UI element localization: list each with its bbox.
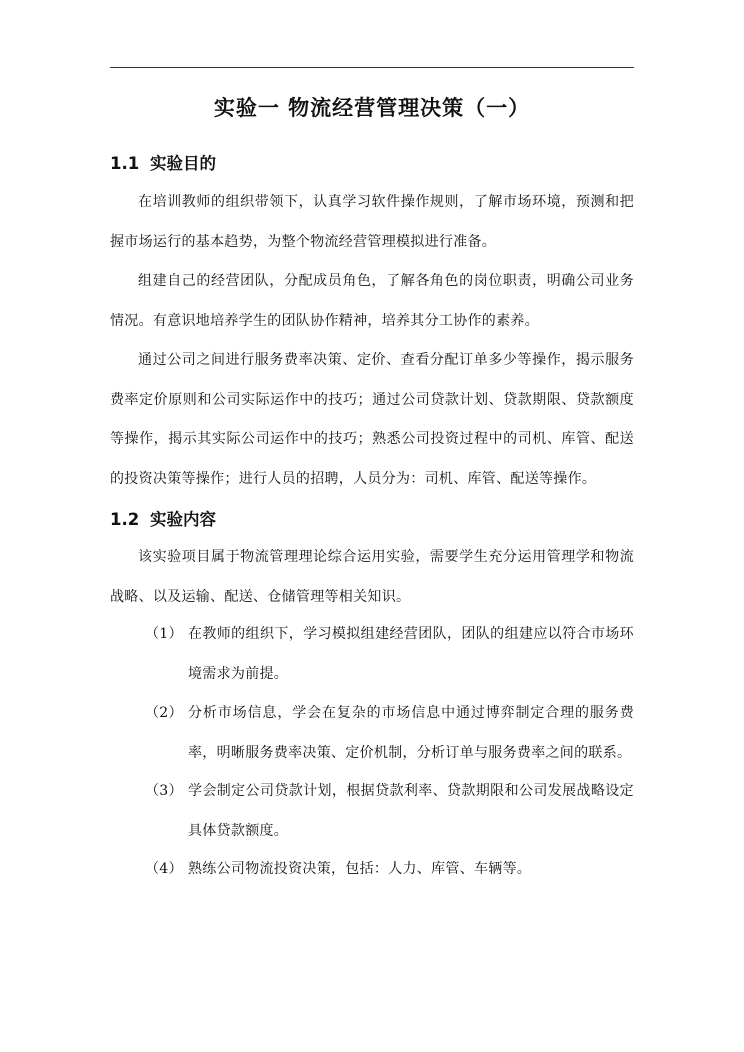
list-item-number: （4） (145, 861, 183, 877)
list-item-text: 在教师的组织下，学习模拟组建经营团队，团队的组建应以符合市场环境需求为前提。 (188, 626, 634, 682)
section-heading-content (110, 506, 216, 530)
list-item (145, 693, 634, 773)
list-item (145, 849, 634, 889)
section-heading-purpose (110, 150, 216, 174)
list-item (145, 614, 634, 694)
paragraph: 在培训教师的组织带领下，认真学习软件操作规则，了解市场环境，预测和把握市场运行的基本趋势，为整个物流经营管理模拟进行准备。 (110, 194, 634, 250)
paragraph: 通过公司之间进行服务费率决策、定价、查看分配订单多少等操作，揭示服务费率定价原则和公司实际运作中的技巧；通过公司贷款计划、贷款期限、贷款额度等操作，揭示其实际公司运作中的技巧；熟悉公司投资过程中的司机、库管、配送的投资决策等操作；进行人员的招聘，人员分为：司机、库管、配送等操作。 (110, 352, 634, 487)
page-title: 实验一 物流经营管理决策（一） (213, 96, 531, 120)
list-item-number: （2） (145, 705, 183, 721)
list-item-text: 分析市场信息，学会在复杂的市场信息中通过博弈制定合理的服务费率，明晰服务费率决策、定价机制，分析订单与服务费率之间的联系。 (188, 705, 634, 761)
list-item-number: （3） (145, 783, 183, 799)
section-title: 实验目的 (150, 154, 216, 173)
list-item-text: 熟练公司物流投资决策，包括：人力、库管、车辆等。 (188, 861, 532, 877)
list-item-text: 学会制定公司贷款计划，根据贷款利率、贷款期限和公司发展战略设定具体贷款额度。 (188, 783, 634, 839)
header-rule (110, 67, 634, 68)
list-item-number: （1） (145, 626, 183, 642)
list-item (145, 771, 634, 851)
paragraph: 该实验项目属于物流管理理论综合运用实验，需要学生充分运用管理学和物流战略、以及运输、配送、仓储管理等相关知识。 (110, 549, 634, 605)
section-number: 1.2 (110, 510, 140, 529)
section-title: 实验内容 (150, 510, 216, 529)
paragraph: 组建自己的经营团队，分配成员角色，了解各角色的岗位职责，明确公司业务情况。有意识地培养学生的团队协作精神，培养其分工协作的素养。 (110, 273, 634, 329)
section-number: 1.1 (110, 154, 140, 173)
